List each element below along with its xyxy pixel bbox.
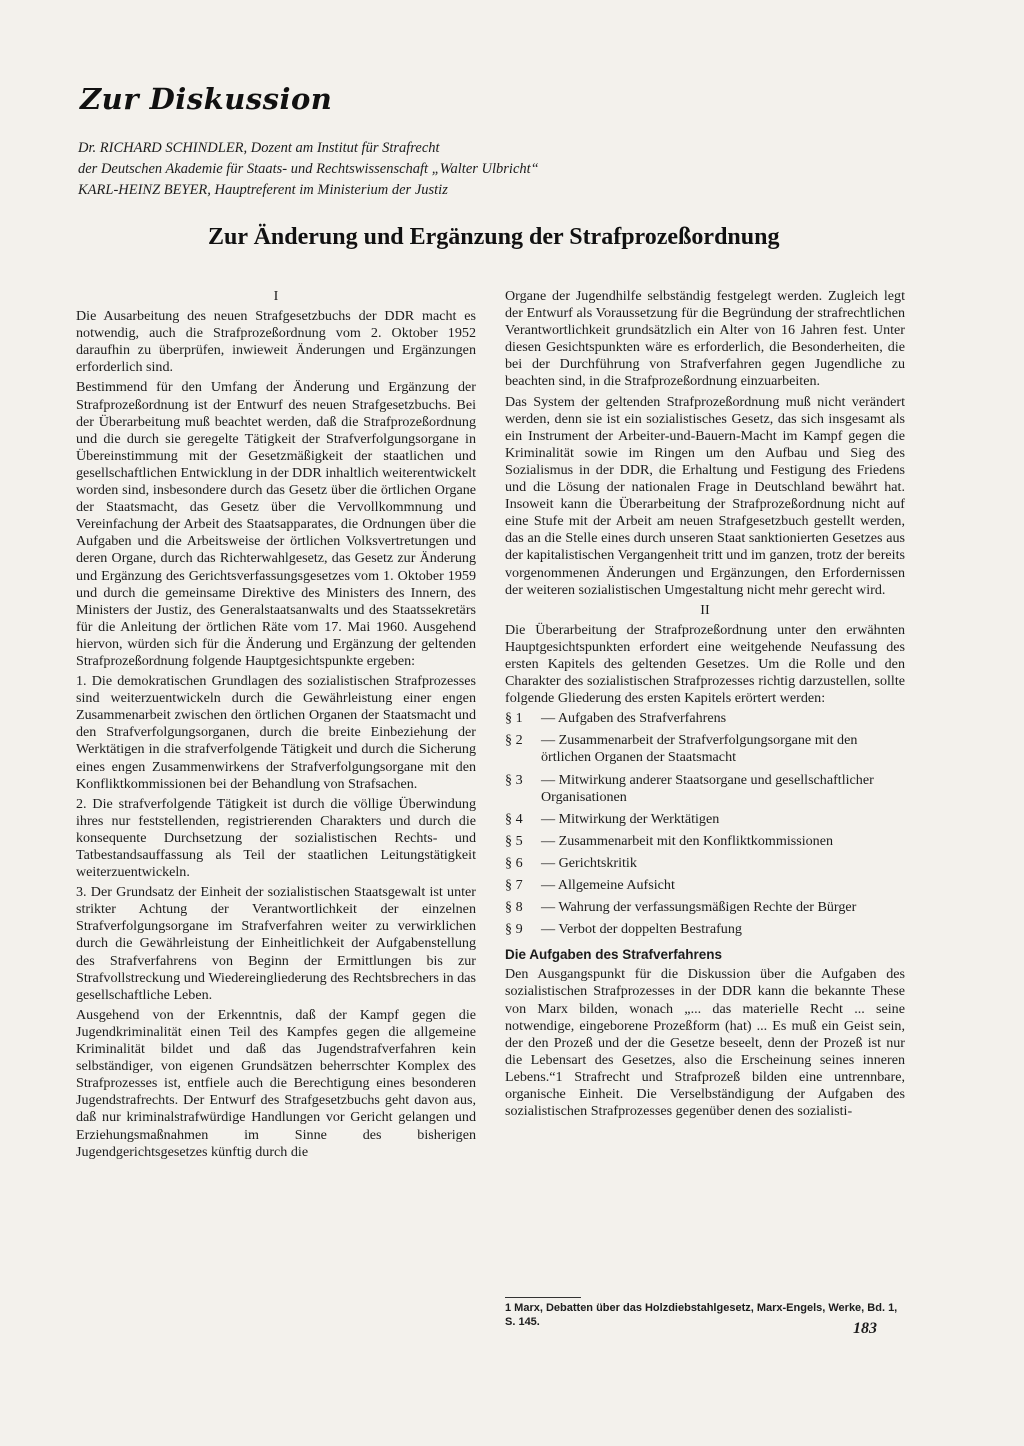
outline-item	[505, 855, 905, 872]
outline-text: — Zusammenarbeit mit den Konfliktkommissionen	[541, 832, 834, 849]
paragraph: Den Ausgangspunkt für die Diskussion über die Aufgaben des sozialistischen Strafprozesses in der DDR kann die bekannte These von Marx bilden, wonach „... das materielle Recht ... seine notwendige, eingeborene Prozeßform (hat) ... Es muß ein Geist sein, der den Prozeß und der die Gesetze beseelt, denn der Prozeß ist nur die Lebensart des Gesetzes, also die Erscheinung seines inneren Lebens.“1 Strafrecht und Strafprozeß bilden eine untrennbare, organische Einheit. Die Verselbständigung der Aufgaben des sozialistischen Strafprozesses gegenüber denen des sozialisti-	[505, 966, 905, 1120]
outline-item	[505, 921, 905, 938]
author-line: der Deutschen Akademie für Staats- und Rechtswissenschaft „Walter Ulbricht“	[78, 161, 539, 177]
outline-number: § 4	[505, 810, 523, 827]
outline-number: § 9	[505, 921, 523, 938]
paragraph: 3. Der Grundsatz der Einheit der sozialistischen Staatsgewalt ist unter strikter Achtung der Verantwortlichkeit der einzelnen Strafverfolgungsorgane im Strafverfahren weiter zu verwirklichen durch die Gewährleistung der Einheitlichkeit der Aufgabenstellung des Strafverfahrens von Beginn der Ermittlungen bis zur Strafvollstreckung und Wiedereingliederung des Rechtsbrechers in das gesellschaftliche Leben.	[76, 884, 476, 1003]
paragraph: Die Überarbeitung der Strafprozeßordnung unter den erwähnten Hauptgesichtspunkten erfordert eine weitgehende Neufassung des ersten Kapitels des geltenden Gesetzes. Um die Rolle und den Charakter des sozialistischen Strafprozesses richtig darzustellen, sollte folgende Gliederung des ersten Kapitels erörtert werden:	[505, 621, 905, 707]
author-line: KARL-HEINZ BEYER, Hauptreferent im Ministerium der Justiz	[78, 182, 448, 198]
paragraph: 2. Die strafverfolgende Tätigkeit ist durch die völlige Überwindung ihres nur feststellenden, registrierenden Charakters und durch die konsequente Durchsetzung der sozialistischen Rechts- und Tatbestandsauffassung als Teil der staatlichen Leitungstätigkeit weiterzuentwickeln.	[76, 795, 476, 881]
outline-item	[505, 710, 905, 727]
section-label: Zur Diskussion	[80, 82, 333, 116]
chapter-outline	[505, 710, 905, 938]
outline-number: § 8	[505, 899, 523, 916]
section-numeral-i: I	[273, 288, 279, 304]
paragraph: Das System der geltenden Strafprozeßordnung muß nicht verändert werden, denn sie ist ein sozialistisches Gesetz, das sich insgesamt als ein Instrument der Arbeiter-und-Bauern-Macht im Kampf gegen die Kriminalität sowie im Ringen um den Aufbau und Sieg des Sozialismus in der DDR, die Erhaltung und Festigung des Friedens und die Lösung der nationalen Frage in Deutschland bewährt hat. Insoweit kann die Überarbeitung der Strafprozeßordnung nicht auf eine Stufe mit der Arbeit am neuen Strafgesetzbuch gestellt werden, das an die Stelle eines durch unseren Staat sanktionierten Gesetzes aus der kapitalistischen Vergangenheit tritt und im ganzen, trotz der bereits vorgenommenen Änderungen und Ergänzungen, den Erfordernissen der weiteren sozialistischen Umgestaltung nicht mehr gerecht wird.	[505, 393, 905, 598]
outline-text: — Mitwirkung anderer Staatsorgane und gesellschaftlicher Organisationen	[541, 771, 874, 805]
paragraph: 1. Die demokratischen Grundlagen des sozialistischen Strafprozesses sind weiterzuentwickeln durch die Gewährleistung einer engen Zusammenarbeit zwischen den örtlichen Organen der Staatsmacht und den Strafverfolgungsorganen, durch die breite Einbeziehung der Werktätigen in die strafverfolgende Tätigkeit und durch die Sicherung eines engen Zusammenwirkens der Strafverfolgungsorgane mit den Konfliktkommissionen bei der Behandlung von Strafsachen.	[76, 673, 476, 792]
author-byline	[78, 138, 838, 201]
outline-number: § 1	[505, 710, 523, 727]
outline-text: — Mitwirkung der Werktätigen	[541, 810, 720, 827]
outline-number: § 6	[505, 854, 523, 871]
page-number: 183	[853, 1320, 877, 1337]
author-line: Dr. RICHARD SCHINDLER, Dozent am Institut für Strafrecht	[78, 140, 440, 156]
outline-item	[505, 732, 905, 766]
article-title: Zur Änderung und Ergänzung der Strafprozeßordnung	[208, 224, 780, 250]
footnote-divider	[505, 1297, 581, 1298]
right-column	[505, 288, 905, 1123]
outline-item	[505, 772, 905, 806]
outline-item	[505, 833, 905, 850]
outline-number: § 2	[505, 732, 523, 749]
outline-text: — Verbot der doppelten Bestrafung	[541, 921, 742, 938]
subheading: Die Aufgaben des Strafverfahrens	[505, 947, 723, 963]
outline-text: — Allgemeine Aufsicht	[541, 877, 675, 893]
paragraph: Die Ausarbeitung des neuen Strafgesetzbuchs der DDR macht es notwendig, auch die Strafprozeßordnung vom 2. Oktober 1952 daraufhin zu überprüfen, inwieweit Änderungen und Ergänzungen erforderlich sind.	[76, 308, 476, 376]
paragraph: Organe der Jugendhilfe selbständig festgelegt werden. Zugleich legt der Entwurf als Voraussetzung für die Begründung der strafrechtlichen Verantwortlichkeit grundsätzlich ein Alter von 16 Jahren fest. Unter diesen Gesichtspunkten wäre es erforderlich, die Besonderheiten, die bei der Durchführung von Strafverfahren gegen Jugendliche zu beachten sind, in die Strafprozeßordnung einzuarbeiten.	[505, 288, 905, 390]
left-column	[76, 288, 476, 1164]
outline-item	[505, 899, 905, 916]
outline-number: § 5	[505, 832, 523, 849]
outline-number: § 7	[505, 877, 523, 893]
outline-text: — Gerichtskritik	[541, 854, 637, 871]
paragraph: Bestimmend für den Umfang der Änderung und Ergänzung der Strafprozeßordnung ist der Entwurf des neuen Strafgesetzbuchs. Bei der Überarbeitung muß beachtet werden, daß die Strafprozeßordnung und die durch sie geregelte Tätigkeit der Strafverfolgungsorgane in Übereinstimmung mit der Gesetzmäßigkeit der staatlichen und gesellschaftlichen Entwicklung in der DDR inhaltlich weiterentwickelt worden sind, insbesondere durch das Gesetz über die örtlichen Organe der Staatsmacht, das Gesetz über die Vervollkommnung und Vereinfachung der Arbeit des Staatsapparates, die Ordnungen über die Aufgaben und die Arbeitsweise der örtlichen Volksvertretungen und deren Organe, durch das Richterwahlgesetz, das Gesetz zur Änderung und Ergänzung des Gerichtsverfassungsgesetzes vom 1. Oktober 1959 und durch die gemeinsame Direktive des Ministers des Innern, des Ministers der Justiz, des Generalstaatsanwalts und des Staatssekretärs für die Anleitung der örtlichen Räte vom 17. Mai 1960. Ausgehend hiervon, würden sich für die Änderung und Ergänzung der geltenden Strafprozeßordnung folgende Hauptgesichtspunkte ergeben:	[76, 379, 476, 669]
section-numeral-ii: II	[700, 601, 710, 618]
footnote: 1 Marx, Debatten über das Holzdiebstahlgesetz, Marx-Engels, Werke, Bd. 1, S. 145.	[505, 1302, 898, 1328]
outline-item	[505, 811, 905, 828]
paragraph: Ausgehend von der Erkenntnis, daß der Kampf gegen die Jugendkriminalität einen Teil des Kampfes gegen die allgemeine Kriminalität bildet und daß das Jugendstrafverfahren kein selbständiger, von eigenen Grundsätzen beherrschter Komplex des Strafprozesses ist, entfiele auch die Berechtigung eines besonderen Jugendstrafrechts. Der Entwurf des Strafgesetzbuchs geht davon aus, daß nur kriminalstrafwürdige Handlungen vor Gericht gelangen und Erziehungsmaßnahmen im Sinne des bisherigen Jugendgerichtsgesetzes künftig durch die	[76, 1006, 476, 1160]
outline-number: § 3	[505, 771, 523, 788]
outline-text: — Aufgaben des Strafverfahrens	[541, 710, 727, 727]
outline-text: — Wahrung der verfassungsmäßigen Rechte der Bürger	[541, 899, 857, 916]
outline-item	[505, 877, 905, 894]
outline-text: — Zusammenarbeit der Strafverfolgungsorgane mit den örtlichen Organen der Staatsmacht	[541, 732, 858, 766]
